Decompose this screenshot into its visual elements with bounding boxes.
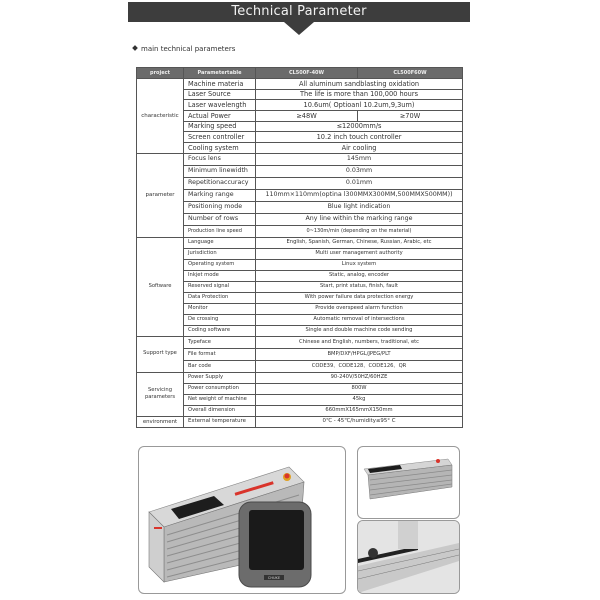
group-label: Software: [137, 237, 184, 336]
parameter-label: Marking range: [184, 189, 256, 201]
group-label: Support type: [137, 336, 184, 372]
parameter-label: De crossing: [184, 314, 256, 325]
parameter-value: 800W: [256, 383, 463, 394]
parameter-value: 145mm: [256, 153, 463, 165]
parameter-value: 0~130m/min (depending on the material): [256, 225, 463, 237]
parameter-label: Typeface: [184, 336, 256, 348]
table-row: [137, 270, 463, 281]
parameter-label: Overall dimension: [184, 405, 256, 416]
col-header-40w: CL500F-40W: [256, 68, 358, 79]
parameter-label: Focus lens: [184, 153, 256, 165]
parameter-label: External temperature: [184, 416, 256, 427]
table-header-row: [137, 68, 463, 79]
parameter-value: 10.6um( Optioanl 10.2um,9,3um): [256, 100, 463, 111]
parameter-value: Linux system: [256, 259, 463, 270]
group-label: environment: [137, 416, 184, 427]
parameter-label: Laser wavelength: [184, 100, 256, 111]
parameter-value: 90-240V/50HZ/60HZE: [256, 372, 463, 383]
table-row: [137, 201, 463, 213]
table-row: [137, 281, 463, 292]
parameter-value: The life is more than 100,000 hours: [256, 89, 463, 100]
parameter-label: Operating system: [184, 259, 256, 270]
table-row: [137, 237, 463, 248]
parameter-value: BMP/DXF/HPGL/JPEG/PLT: [256, 348, 463, 360]
parameter-label: Coding software: [184, 325, 256, 336]
parameter-value: Any line within the marking range: [256, 213, 463, 225]
table-row: [137, 292, 463, 303]
parameter-value: All aluminum sandblasting oxidation: [256, 79, 463, 90]
parameter-value: Static, analog, encoder: [256, 270, 463, 281]
table-row: [137, 314, 463, 325]
section-subtitle: [133, 45, 235, 53]
parameter-label: Jurisdiction: [184, 248, 256, 259]
parameter-label: Power consumption: [184, 383, 256, 394]
parameter-value: Start, print status, finish, fault: [256, 281, 463, 292]
parameter-label: Language: [184, 237, 256, 248]
parameter-value: With power failure data protection energy: [256, 292, 463, 303]
table-row: [137, 121, 463, 132]
parameter-label: File format: [184, 348, 256, 360]
parameter-table: [136, 67, 463, 428]
table-row: [137, 394, 463, 405]
table-row: [137, 248, 463, 259]
table-row: [137, 189, 463, 201]
parameter-label: Production line speed: [184, 225, 256, 237]
product-image-side: [357, 446, 460, 519]
section-title-banner: Technical Parameter: [128, 2, 470, 22]
table-row: [137, 100, 463, 111]
table-row: [137, 132, 463, 143]
table-row: [137, 213, 463, 225]
parameter-label: Laser Source: [184, 89, 256, 100]
table-row: [137, 89, 463, 100]
parameter-label: Machine materia: [184, 79, 256, 90]
parameter-label: Cooling system: [184, 143, 256, 154]
parameter-value: 10.2 inch touch controller: [256, 132, 463, 143]
table-row: [137, 259, 463, 270]
parameter-value: 45kg: [256, 394, 463, 405]
parameter-value: Chinese and English, numbers, traditional, etc: [256, 336, 463, 348]
col-header-60w: CL500F60W: [358, 68, 463, 79]
table-row: [137, 143, 463, 154]
group-label: parameter: [137, 153, 184, 237]
table-row: [137, 177, 463, 189]
parameter-label: Actual Power: [184, 111, 256, 122]
parameter-label: Repetitionaccuracy: [184, 177, 256, 189]
parameter-value-60w: ≥70W: [358, 111, 463, 122]
parameter-value: 660mmX165mmX150mm: [256, 405, 463, 416]
table-row: [137, 325, 463, 336]
parameter-value: 0.03mm: [256, 165, 463, 177]
parameter-value: Blue light indication: [256, 201, 463, 213]
col-header-project: project: [137, 68, 184, 79]
parameter-value: Automatic removal of intersections: [256, 314, 463, 325]
parameter-label: Inkjet mode: [184, 270, 256, 281]
table-row: [137, 372, 463, 383]
table-row: [137, 348, 463, 360]
parameter-value: Single and double machine code sending: [256, 325, 463, 336]
parameter-label: Power Supply: [184, 372, 256, 383]
group-label: characteristic: [137, 79, 184, 154]
parameter-value: 0℃ - 45℃/humidity≤95° C: [256, 416, 463, 427]
table-row: [137, 153, 463, 165]
parameter-value: CODE39、CODE128、CODE126、QR: [256, 360, 463, 372]
product-image-main: [138, 446, 346, 594]
subtitle-text: main technical parameters: [141, 45, 236, 53]
parameter-label: Minimum linewidth: [184, 165, 256, 177]
table-row: [137, 165, 463, 177]
parameter-value: ≤12000mm/s: [256, 121, 463, 132]
parameter-label: Screen controller: [184, 132, 256, 143]
table-row: [137, 336, 463, 348]
parameter-value: Provide overspeed alarm function: [256, 303, 463, 314]
table-row: [137, 405, 463, 416]
group-label: Servicing parameters: [137, 372, 184, 416]
parameter-value: English, Spanish, German, Chinese, Russian, Arabic, etc: [256, 237, 463, 248]
parameter-value: Multi user management authority: [256, 248, 463, 259]
parameter-label: Net weight of machine: [184, 394, 256, 405]
parameter-label: Data Protection: [184, 292, 256, 303]
parameter-value: 110mm×110mm(optina l300MMX300MM,500MMX500MM)): [256, 189, 463, 201]
parameter-label: Positioning mode: [184, 201, 256, 213]
table-row: [137, 360, 463, 372]
parameter-label: Number of rows: [184, 213, 256, 225]
table-row: [137, 111, 463, 122]
parameter-value: Air cooling: [256, 143, 463, 154]
parameter-value: ≥48W: [256, 111, 358, 122]
parameter-label: Bar code: [184, 360, 256, 372]
parameter-value: 0.01mm: [256, 177, 463, 189]
parameter-label: Reserved signal: [184, 281, 256, 292]
parameter-label: Marking speed: [184, 121, 256, 132]
table-row: [137, 79, 463, 90]
table-row: [137, 416, 463, 427]
table-row: [137, 303, 463, 314]
diamond-bullet-icon: [132, 45, 138, 51]
brand-logo-text: CHUKE: [267, 576, 281, 580]
product-image-detail: [357, 520, 460, 594]
table-row: [137, 383, 463, 394]
table-row: [137, 225, 463, 237]
col-header-parameter: Parametertable: [184, 68, 256, 79]
banner-pointer: [284, 22, 314, 35]
parameter-label: Monitor: [184, 303, 256, 314]
